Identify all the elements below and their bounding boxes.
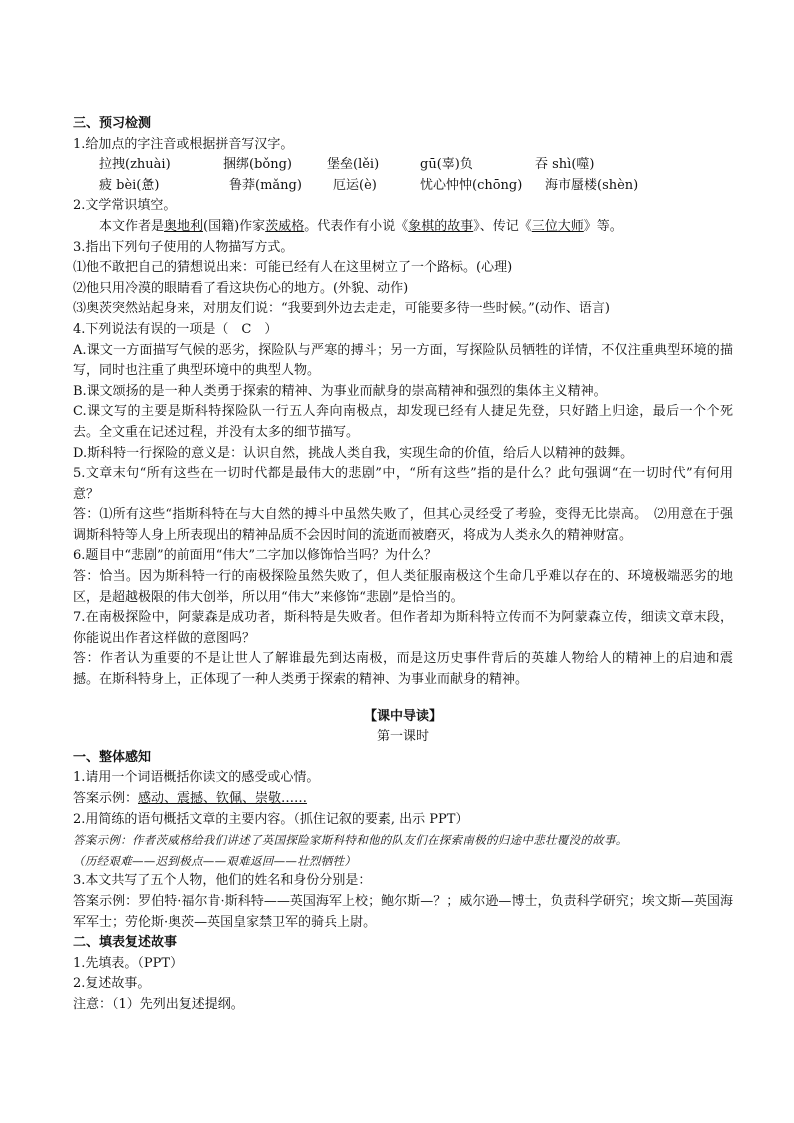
part1-answer-2: 答案示例：作者茨威格给我们讲述了英国探险家斯科特和他的队友们在探索南极的归途中悲壮覆没的故事。 (73, 833, 628, 848)
question-3-item-1: ⑴他不敢把自己的猜想说出来：可能已经有人在这里树立了一个路标。(心理) (73, 260, 513, 276)
pinyin-item: 堡垒(lěi) (327, 157, 380, 173)
answer-prefix: 答案示例： (73, 791, 139, 806)
part1-question-2: 2.用简练的语句概括文章的主要内容。（抓住记叙的要素, 出示 PPT） (73, 811, 469, 827)
question-2: 2.文学常识填空。 (73, 198, 177, 214)
answer-text: 感动、震撼、钦佩、崇敬…… (138, 791, 308, 806)
pinyin-item: 捆绑(bǒng) (223, 157, 292, 173)
text: 。代表作有小说《 (304, 218, 409, 234)
question-1: 1.给加点的字注音或根据拼音写汉字。 (73, 136, 294, 152)
question-3-item-3: ⑶奥茨突然站起身来，对朋友们说：“我要到外边去走走，可能要多待一些时候。”(动作、语言) (73, 301, 610, 317)
document-page (73, 114, 733, 1016)
part1-answer-3: 答案示例：罗伯特·福尔肯·斯科特——英国海军上校；鲍尔斯—？；威尔逊—博士，负责科学研究；埃文斯—英国海军军士；劳伦斯·奥茨—英国皇家禁卫军的骑兵上尉。 (73, 893, 733, 930)
text: (国籍)作家 (203, 218, 266, 234)
part1-answer-2-note: （历经艰难——迟到极点——艰难返回——壮烈牺牲） (73, 853, 357, 868)
pinyin-item: 厄运(è) (333, 177, 377, 193)
lesson-heading: 【课中导读】 (363, 708, 442, 724)
question-3: 3.指出下列句子使用的人物描写方式。 (73, 239, 294, 255)
option-b: B.课文颂扬的是一种人类勇于探索的精神、为事业而献身的崇高精神和强烈的集体主义精神。 (73, 383, 607, 399)
pinyin-item: 鲁莽(mǎng) (229, 177, 302, 193)
part1-question-1: 1.请用一个词语概括你读文的感受或心情。 (73, 770, 320, 786)
pinyin-item: 吞 shì(噬) (535, 157, 595, 173)
answer-country: 奥地利 (164, 218, 204, 234)
question-4: 4.下列说法有误的一项是（ C ） (73, 321, 278, 337)
section-title-retell: 二、填表复述故事 (73, 935, 178, 951)
option-d: D.斯科特一行探险的意义是：认识自然，挑战人类自我，实现生命的价值，给后人以精神的鼓舞。 (73, 445, 634, 461)
pinyin-row-2 (73, 176, 733, 197)
part1-question-3: 3.本文共写了五个人物，他们的姓名和身份分别是： (73, 873, 372, 889)
part2-item-1: 1.先填表。（PPT） (73, 955, 184, 971)
part2-note: 注意：（1）先列出复述提纲。 (73, 996, 244, 1012)
section-title-overall: 一、整体感知 (73, 749, 152, 765)
question-3-item-2: ⑵他只用冷漠的眼睛看了看这块伤心的地方。(外貌、动作) (73, 280, 409, 296)
pinyin-item: 海市蜃楼(shèn) (545, 177, 639, 193)
text: 》等。 (583, 218, 623, 234)
question-7: 7.在南极探险中，阿蒙森是成功者，斯科特是失败者。但作者却为斯科特立传而不为阿蒙森立传，细读文章末段，你能说出作者这样做的意图吗？ (73, 610, 733, 646)
text: 》、传记《 (473, 218, 532, 234)
spacer (73, 691, 733, 707)
literature-answer (73, 217, 733, 238)
section-title-preview-check: 三、预习检测 (73, 116, 152, 131)
pinyin-row-1 (73, 155, 733, 176)
answer-7: 答：作者认为重要的不是让世人了解谁最先到达南极，而是这历史事件背后的英雄人物给人的精神上的启迪和震撼。在斯科特身上，正体现了一种人类勇于探索的精神、为事业而献身的精神。 (73, 651, 733, 688)
pinyin-item: gū(辜)负 (420, 157, 473, 173)
option-a: A.课文一方面描写气候的恶劣，探险队与严寒的搏斗；另一方面，写探险队员牺牲的详情，不仅注重典型环境的描写，同时也注重了典型环境中的典型人物。 (73, 342, 733, 379)
pinyin-item: 拉拽(zhuài) (99, 157, 171, 173)
answer-biography: 三位大师 (531, 218, 584, 234)
part1-answer-1 (73, 789, 733, 810)
lesson-period: 第一课时 (376, 729, 429, 745)
question-6: 6.题目中“悲剧”的前面用“伟大”二字加以修饰恰当吗？为什么？ (73, 548, 437, 564)
text: 本文作者是 (99, 218, 165, 234)
answer-novel: 象棋的故事 (408, 218, 474, 234)
part2-item-2: 2.复述故事。 (73, 976, 151, 992)
pinyin-item: 忧心忡忡(chōng) (420, 177, 523, 193)
answer-author: 茨威格 (265, 218, 305, 234)
answer-6: 答：恰当。因为斯科特一行的南极探险虽然失败了，但人类征服南极这个生命几乎难以存在的、环境极端恶劣的地区，是超越极限的伟大创举，所以用“伟大”来修饰“悲剧”是恰当的。 (73, 569, 733, 605)
option-c: C.课文写的主要是斯科特探险队一行五人奔向南极点，却发现已经有人捷足先登，只好踏上归途，最后一个个死去。全文重在记述过程，并没有太多的细节描写。 (73, 404, 733, 440)
pinyin-item: 疲 bèi(惫) (99, 177, 160, 193)
question-5: 5.文章末句“所有这些在一切时代都是最伟大的悲剧”中，“所有这些”指的是什么？此句强调“在一切时代”有何用意？ (73, 466, 733, 502)
answer-5: 答：⑴所有这些“指斯科特在与大自然的搏斗中虽然失败了，但其心灵经受了考验，变得无比崇高。 ⑵用意在于强调斯科特等人身上所表现出的精神品质不会因时间的流逝而被磨灭，将成为人类永久的精神财富。 (73, 507, 733, 543)
